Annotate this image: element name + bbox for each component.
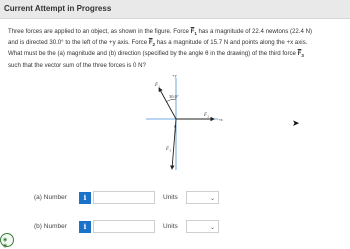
number-input-b[interactable] (93, 220, 155, 233)
force-diagram (146, 72, 226, 182)
info-icon[interactable]: i (79, 192, 91, 204)
problem-text: has a magnitude of 22.4 newtons (22.4 N) (197, 28, 312, 35)
force-symbol (298, 50, 304, 57)
part-label: (a) (34, 194, 42, 201)
f1-subscript: 1 (159, 85, 161, 89)
angle-30-label: 30.0° (169, 94, 179, 99)
units-label-b: Units (163, 223, 178, 230)
force-subscript: 1 (194, 31, 197, 36)
problem-line-3 (8, 49, 346, 60)
y-axis-label: +y (172, 73, 178, 78)
answer-label-a (34, 194, 67, 201)
theta-label: θ (174, 124, 176, 129)
f1-vector (159, 88, 176, 119)
answer-row-b (0, 219, 230, 235)
f2-label: F (203, 113, 208, 118)
number-label: Number (44, 194, 67, 201)
problem-line-4 (8, 61, 346, 70)
part-label: (b) (34, 223, 42, 230)
answer-row-a (0, 190, 230, 206)
problem-text: Three forces are applied to an object, as shown in the figure. Force (8, 28, 191, 35)
info-icon[interactable]: i (79, 221, 91, 233)
problem-text: and is directed 30.0° to the left of the +y axis. Force (8, 39, 149, 46)
angle-arc-30 (166, 99, 176, 102)
chevron-down-icon: ⌄ (210, 195, 215, 202)
eye-glyph: ◉ ◉ (3, 237, 13, 249)
problem-text: What must be the (a) magnitude and (b) direction (specified by the angle θ in the drawing) of the third force (8, 50, 298, 57)
number-input-a[interactable] (93, 191, 155, 204)
number-label: Number (44, 223, 67, 230)
x-axis-label: +x (218, 117, 224, 122)
force-diagram-svg (146, 72, 226, 182)
problem-text: such that the vector sum of the three forces is 0 N? (8, 62, 146, 69)
f3-label: F (165, 147, 170, 152)
units-label-a: Units (163, 194, 178, 201)
attempt-header (0, 0, 350, 19)
problem-line-2 (8, 38, 346, 49)
eye-icon[interactable] (0, 233, 14, 247)
chevron-down-icon: ⌄ (210, 224, 215, 231)
problem-text: has a magnitude of 15.7 N and points along the +x axis. (155, 39, 307, 46)
force-subscript: 3 (301, 54, 304, 59)
force-subscript: 2 (153, 42, 156, 47)
units-select-b[interactable] (186, 220, 219, 233)
force-letter: $\overline{F}$ (191, 28, 195, 35)
pointer-icon: ➤ (292, 118, 300, 129)
force-letter: $\overline{F}$ (298, 50, 302, 57)
problem-statement (8, 27, 346, 70)
force-letter: $\overline{F}$ (149, 39, 153, 46)
answer-label-b (34, 223, 67, 230)
units-select-a[interactable] (186, 191, 219, 204)
attempt-title: Current Attempt in Progress (4, 4, 111, 13)
f2-subscript: 2 (208, 115, 210, 119)
problem-line-1 (8, 27, 346, 38)
f1-label: F (154, 83, 159, 88)
f3-subscript: 3 (170, 149, 172, 153)
